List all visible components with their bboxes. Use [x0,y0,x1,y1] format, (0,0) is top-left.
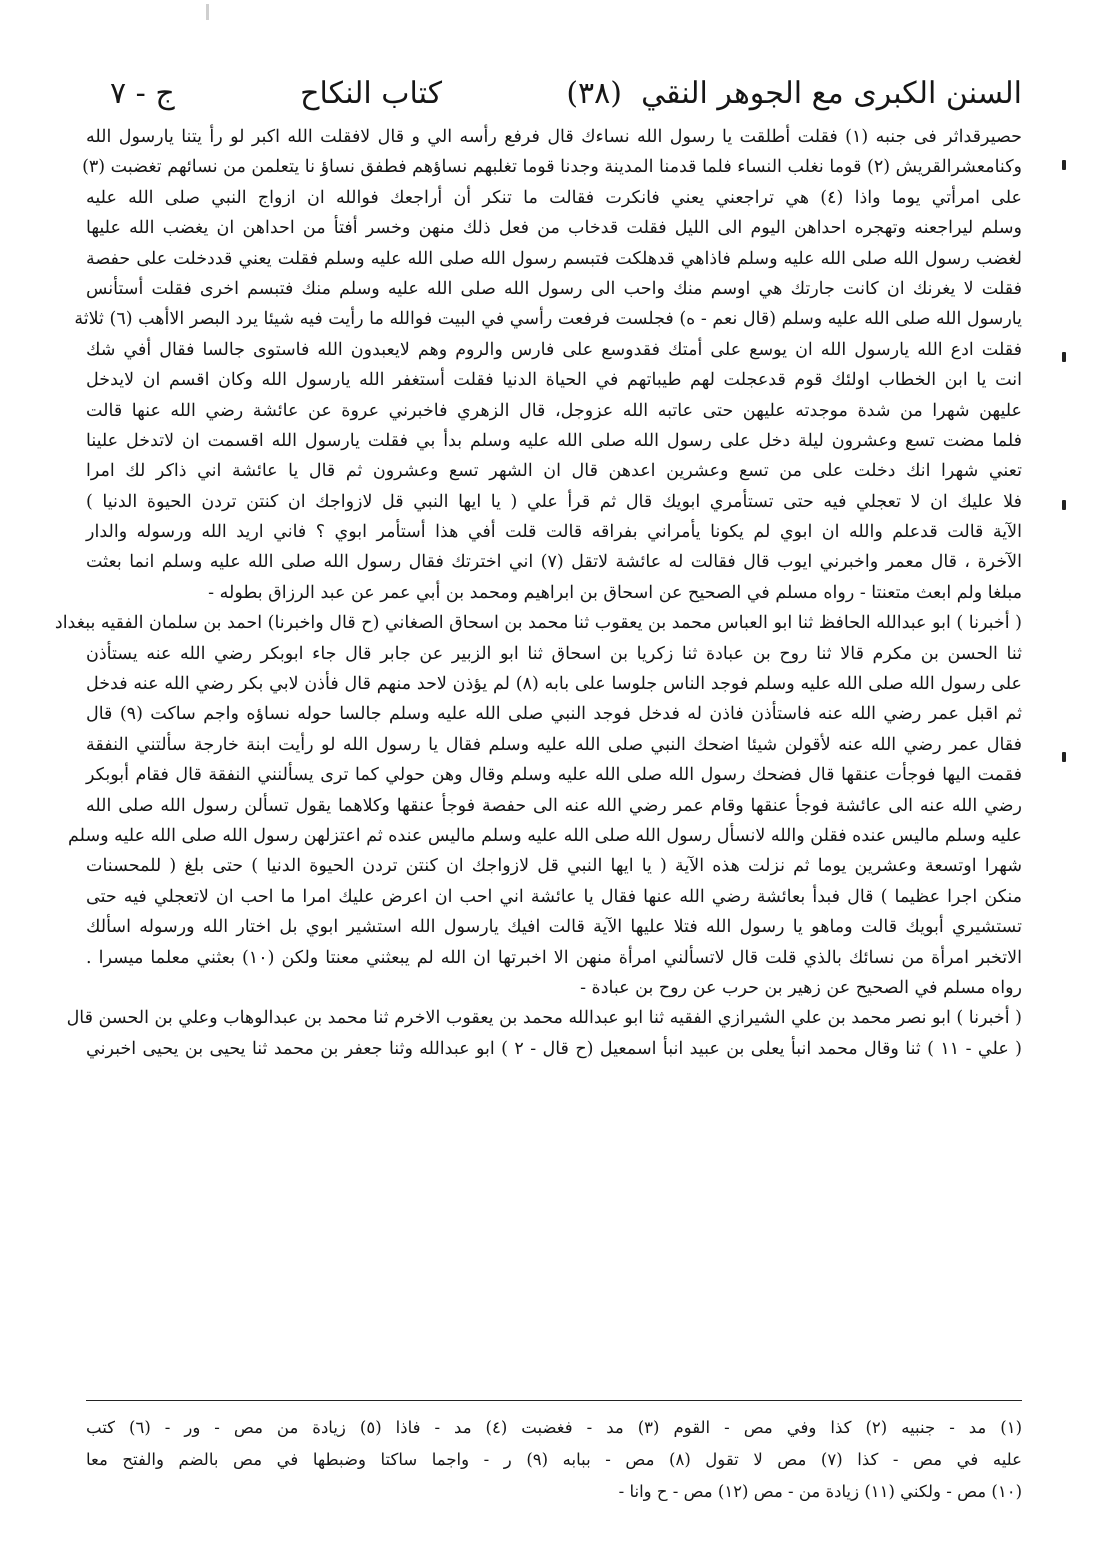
text-line: فقمت اليها فوجأت عنقها قال فضحك رسول الله صلى الله عليه وسلم وقال وهن حولي كما ترى يسألنني النفقة قال فقام أبوبكر [86,765,1022,786]
text-line: فقلت ادع الله يارسول الله ان يوسع على أمتك فقدوسع على فارس والروم وهم لايعبدون الله فاستوى جالسا فقال أفي شك [86,339,1022,360]
text-line: انت يا ابن الخطاب اولئك قوم قدعجلت لهم طيباتهم في الحياة الدنيا فقلت أستغفر الله يارسول الله وكان اقسم ان لايدخل [86,370,1022,391]
text-line: ( أخبرنا ) ابو عبدالله الحافظ ثنا ابو العباس محمد بن يعقوب ثنا محمد بن اسحاق الصغاني (ح قال واخبرنا) احمد بن سلمان الفقيه ببغداد [54,613,1022,634]
text-line: لغضب رسول الله صلى الله عليه وسلم فاذاهي قدهلكت فتبسم رسول الله صلى الله عليه وسلم فقلت يعني قددخلت على حفصة [86,248,1022,269]
text-line: فلما مضت تسع وعشرون ليلة دخل على رسول الله صلى الله عليه وسلم بدأ بي فقلت يارسول الله اقسمت ان لاتدخل علينا [86,430,1022,451]
footnote-line: (١٠) مص - ولكني (١١) زيادة من - مص (١٢) مص - ح وانا - [618,1482,1022,1501]
text-line: ( أخبرنا ) ابو نصر محمد بن علي الشيرازي الفقيه ثنا ابو عبدالله محمد بن يعقوب الاخرم ثنا محمد بن عبدالوهاب وعلي بن الحسن قال [66,1008,1022,1029]
text-line: عليهن شهرا من شدة موجدته عليهن حتى عاتبه الله عزوجل، قال الزهري فاخبرني عروة عن عائشة رضي الله عنها قالت [86,400,1023,421]
margin-mark [1062,500,1066,510]
text-line: فقلت لا يغرنك ان كانت جارتك هي اوسم منك واحب الى رسول الله صلى الله عليه وسلم منك فتبسم اخرى فقلت أستأنس [86,278,1022,299]
main-text [54,122,1023,1064]
text-line: حصيرقداثر فى جنبه (١) فقلت أطلقت يا رسول الله نساءك قال فرفع رأسه الي و قال لافقلت الله اكبر لو رأ يتنا يارسول الله [86,127,1022,147]
text-line: الآخرة ، قال معمر واخبرني ايوب قال فقالت له عائشة لاتقل (٧) اني اخترتك فقال رسول الله صلى الله عليه وسلم انما بعثت [86,552,1022,573]
text-line: الاتخبر امرأة من نسائك بالذي قلت قال لاتسألني امرأة منهن الا اخبرتها ان الله لم يبعثني معنتا ولكن (١٠) بعثني معلما ميسرا . [86,947,1022,968]
text-line: منكن اجرا عظيما ) قال فبدأ بعائشة رضي الله عنها فقال يا عائشة اني احب ان اعرض عليك امرا ما احب ان لاتعجلي فيه حتى [86,886,1022,907]
text-line: عليه وسلم ماليس عنده فقلن والله لانسأل رسول الله صلى الله عليه وسلم ماليس عنده ثم اعتزلهن رسول الله صلى الله عليه وسلم [68,825,1022,846]
scan-artifact [206,4,209,20]
text-line: فقال عمر رضي الله عنه لأقولن شيئا اضحك النبي صلى الله عليه وسلم فقال يا رسول الله لو رأيت ابنة خارجة سألتني النفقة [86,734,1022,755]
text-line: ثنا الحسن بن مكرم قالا ثنا روح بن عبادة ثنا زكريا بن اسحاق ثنا ابو الزبير عن جابر قال جاء ابوبكر رضي الله عنه يستأذن [86,643,1022,664]
page-number: (٣٨) [566,76,622,111]
footnote-line: (١) مد - جنبيه (٢) كذا وفي مص - القوم (٣) مد - فغضبت (٤) مد - فاذا (٥) زيادة من مص - ور - (٦) كتب [86,1418,1023,1437]
text-line: وسلم ليراجعنه وتهجره احداهن اليوم الى الليل فقلت قدخاب من فعل ذلك منهن وخسر أفتأ من احداهن ان يغضب الله عليها [86,218,1022,239]
text-line: شهرا اوتسعة وعشرين يوما ثم نزلت هذه الآية ( يا ايها النبي قل لازواجك ان كنتن تردن الحيوة الدنيا ) حتى بلغ ( للمحسنات [86,856,1022,877]
text-line: تستشيري أبويك قالت وماهو يا رسول الله فتلا عليها الآية قالت افيك يارسول الله استشير ابوي بل اختار الله ورسوله اسألك [86,917,1022,938]
text-line: مبلغا ولم ابعث متعنتا - رواه مسلم في الصحيح عن اسحاق بن ابراهيم ومحمد بن أبي عمر عن عبد الرزاق بطوله - [208,582,1022,603]
footnotes [86,1412,1022,1508]
margin-mark [1062,352,1066,362]
text-line: فلا عليك ان لا تعجلي فيه حتى تستأمري ابويك قال ثم قرأ علي ( يا ايها النبي قل لازواجك ان كنتن تردن الحيوة الدنيا ) [86,491,1022,512]
page-header [110,70,1022,118]
text-line: رواه مسلم في الصحيح عن زهير بن حرب عن روح بن عبادة - [580,977,1022,998]
text-line: رضي الله عنه الى عائشة فوجأ عنقها وقام عمر رضي الله عنه الى حفصة فوجأ عنقها وكلاهما يقول تسألن رسول الله صلى الله [86,795,1022,816]
margin-mark [1062,752,1066,762]
text-line: يارسول الله صلى الله عليه وسلم (قال نعم - ه) فجلست فرفعت رأسي في البيت فوالله ما رأيت فيه شيئا يرد البصر الاأهب (٦) ثلاثة [74,309,1022,330]
text-line: ( علي - ١١ ) ثنا وقال محمد انبأ يعلى بن عبيد انبأ اسمعيل (ح قال - ٢ ) ابو عبدالله وثنا جعفر بن محمد ثنا يحيى بن يحيى اخبرني [86,1038,1022,1059]
text-line: تعني شهرا انك دخلت على من تسع وعشرين اعدهن قال ان الشهر تسع وعشرون ثم قال يا عائشة اني ذاكر لك امرا [86,461,1022,482]
book-title: السنن الكبرى مع الجوهر النقي [641,76,1022,111]
margin-mark [1062,160,1066,170]
footnote-line: عليه في مص - كذا (٧) مص لا تقول (٨) مص - ببابه (٩) ر - واجما ساكتا وضبطها في مص بالضم والفتح معا [86,1450,1022,1469]
text-line: على رسول الله صلى الله عليه وسلم فوجد الناس جلوسا على بابه (٨) لم يؤذن لاحد منهم قال فأذن لابي بكر رضي الله عنه فدخل [86,674,1022,695]
volume-label: ج - ٧ [110,76,175,111]
text-line: الآية قالت قدعلم والله ان ابوي لم يكونا يأمراني بفراقه قالت قلت أفي هذا أستأمر ابوي ؟ فاني اريد الله ورسوله والدار [86,522,1022,543]
footnote-divider [86,1400,1022,1401]
chapter-title: كتاب النكاح [300,76,442,111]
text-line: وكنامعشرالقريش (٢) قوما نغلب النساء فلما قدمنا المدينة وجدنا قوما تغلبهم نساؤهم فطفق نساؤ نا يتعلمن من نسائهم تغضبت (٣) [82,157,1022,178]
text-line: ثم اقبل عمر رضي الله عنه فاستأذن فاذن له فدخل فوجد النبي صلى الله عليه وسلم جالسا حوله نساؤه واجم ساكت (٩) قال [86,704,1023,725]
text-line: على امرأتي يوما واذا (٤) هي تراجعني يعني فانكرت فقالت ما تنكر أن أراجعك فوالله ان ازواج النبي صلى الله عليه [86,187,1022,208]
